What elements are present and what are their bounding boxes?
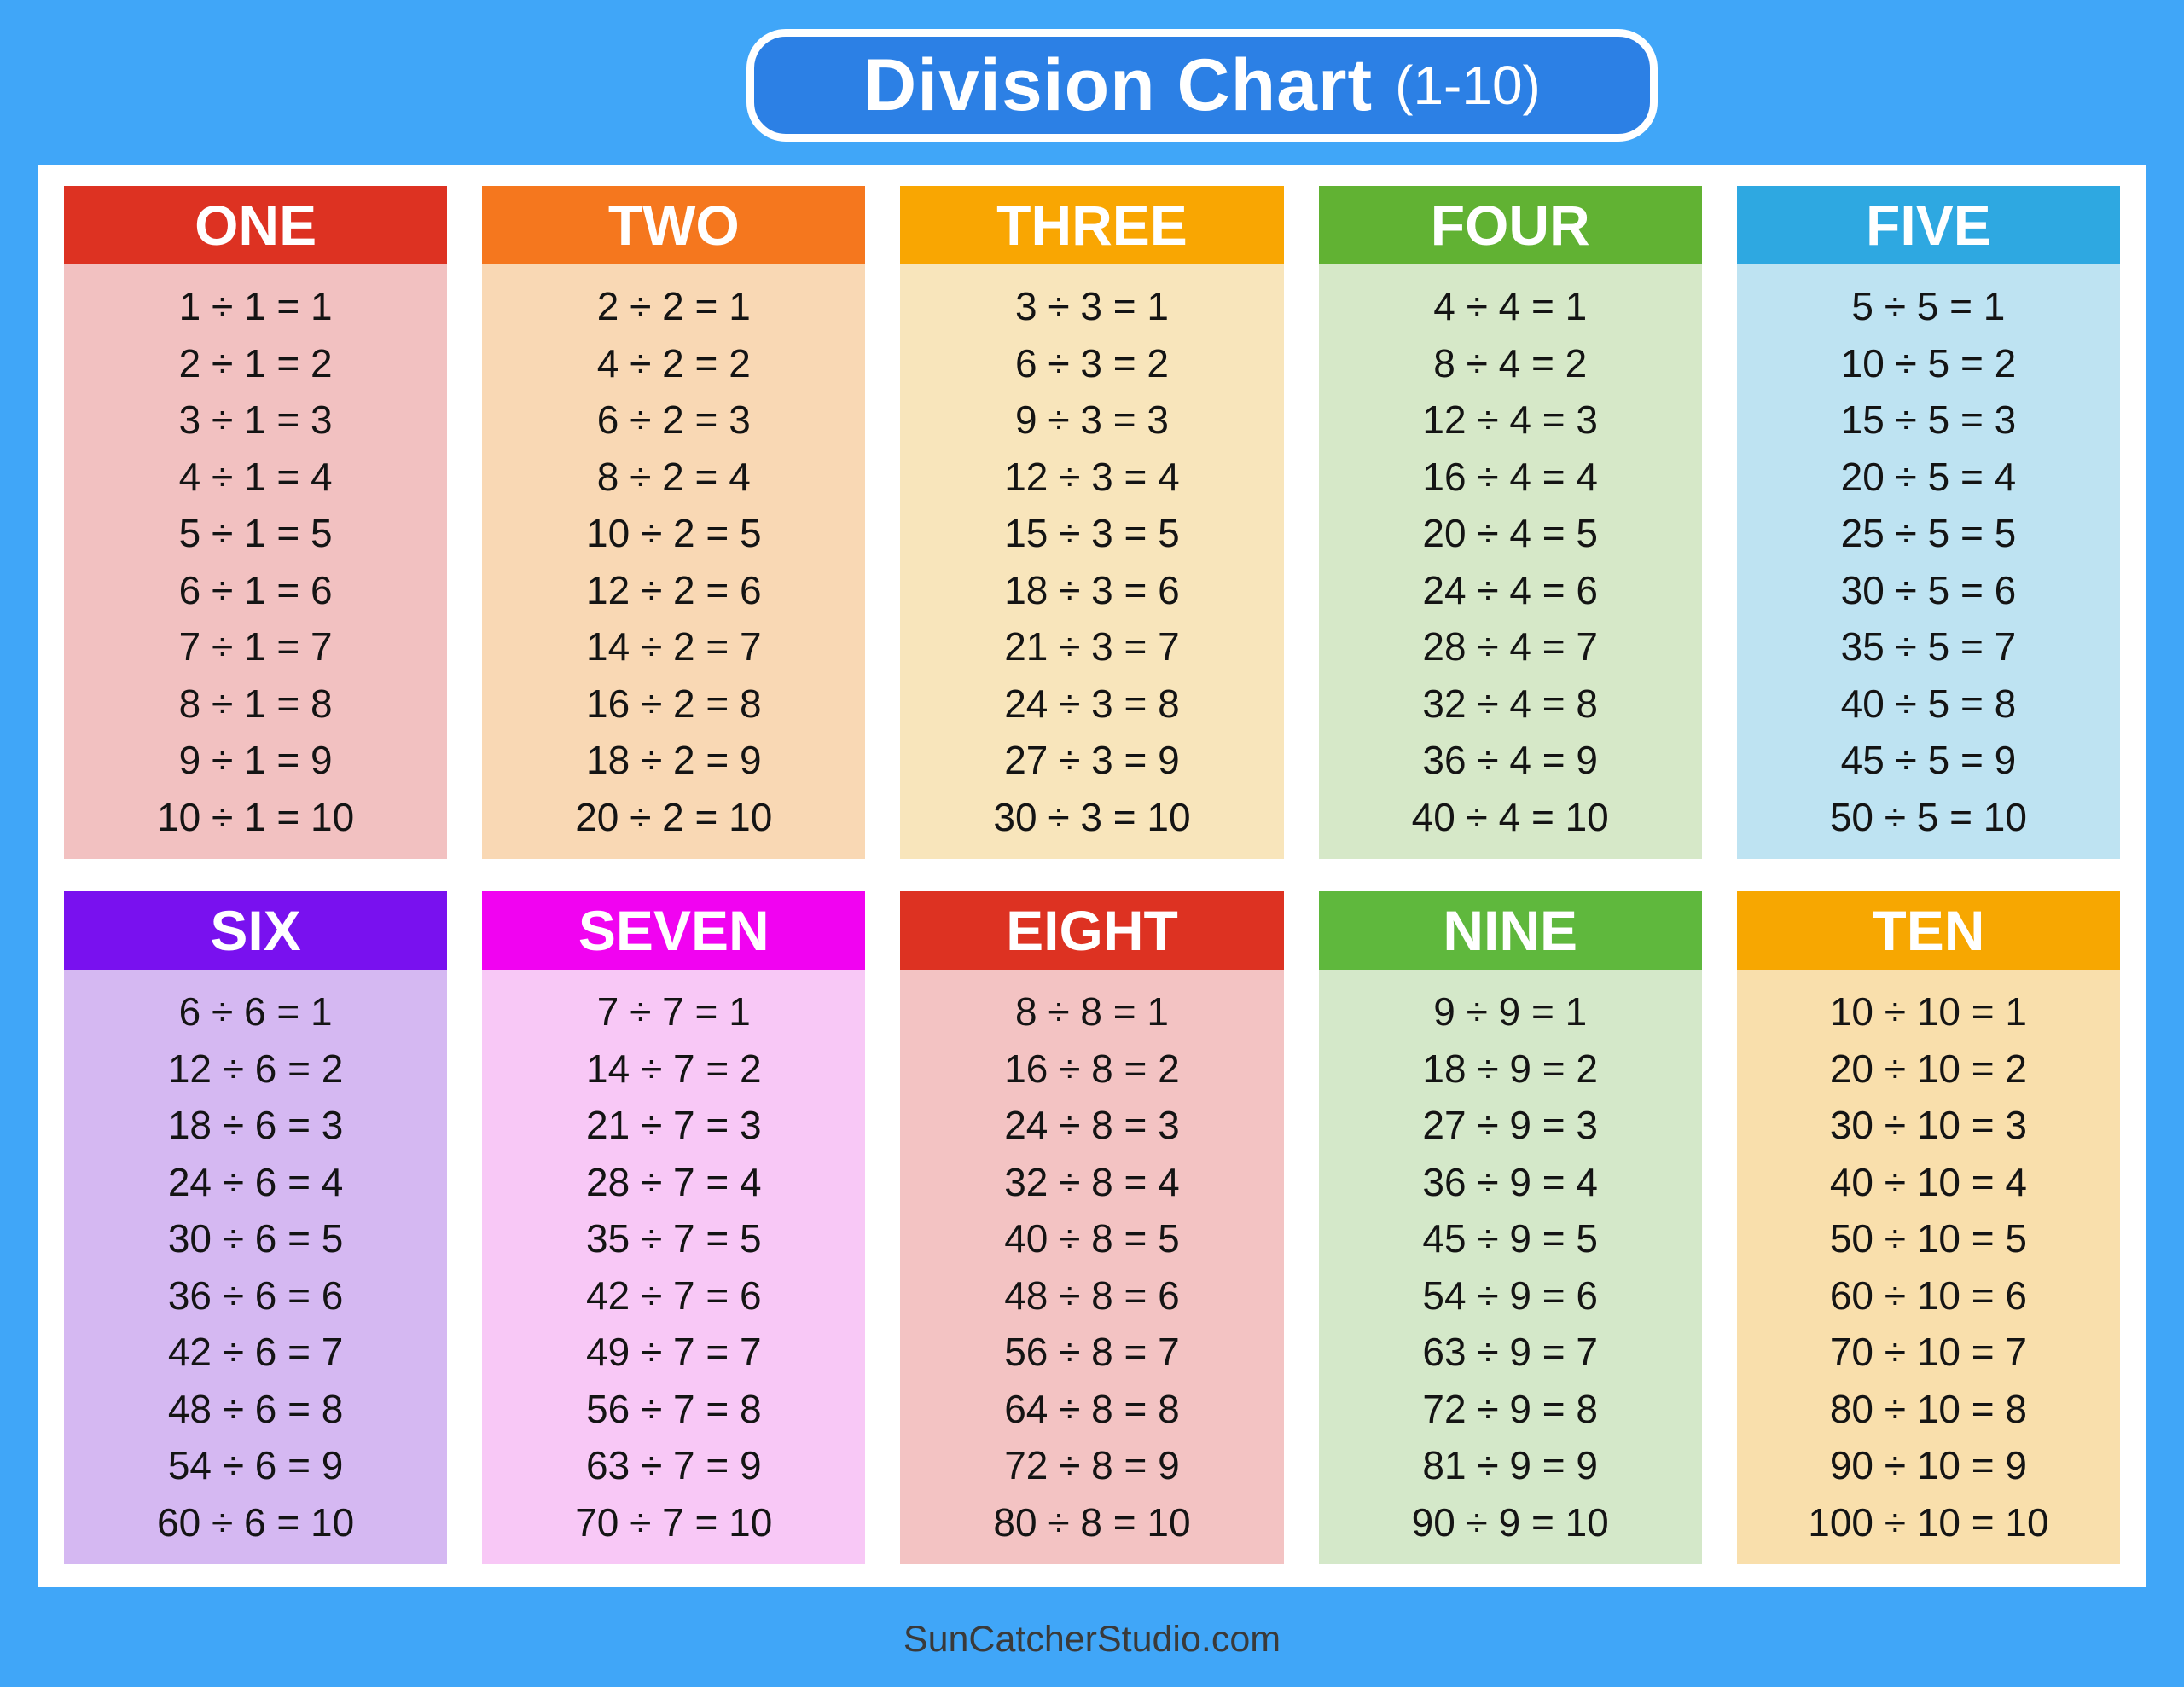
division-column-eight bbox=[900, 891, 1283, 1564]
equation: 48 ÷ 6 = 8 bbox=[167, 1386, 344, 1431]
equation: 30 ÷ 10 = 3 bbox=[1829, 1103, 2027, 1148]
column-body bbox=[900, 970, 1283, 1564]
equation: 18 ÷ 2 = 9 bbox=[586, 738, 762, 783]
equation: 40 ÷ 5 = 8 bbox=[1840, 681, 2017, 726]
equation: 4 ÷ 2 = 2 bbox=[596, 340, 751, 386]
division-column-seven bbox=[482, 891, 865, 1564]
equation: 36 ÷ 4 = 9 bbox=[1422, 738, 1598, 783]
equation: 21 ÷ 3 = 7 bbox=[1004, 624, 1180, 670]
column-header-seven: SEVEN bbox=[482, 891, 865, 970]
equation: 20 ÷ 10 = 2 bbox=[1829, 1046, 2027, 1091]
equation: 90 ÷ 10 = 9 bbox=[1829, 1443, 2027, 1488]
equation: 16 ÷ 2 = 8 bbox=[586, 681, 762, 726]
equation: 6 ÷ 3 = 2 bbox=[1015, 340, 1169, 386]
column-header-three: THREE bbox=[900, 186, 1283, 264]
equation: 20 ÷ 2 = 10 bbox=[575, 794, 773, 839]
equation: 30 ÷ 3 = 10 bbox=[993, 794, 1191, 839]
equation: 42 ÷ 6 = 7 bbox=[167, 1330, 344, 1375]
equation: 21 ÷ 7 = 3 bbox=[586, 1103, 762, 1148]
equation: 10 ÷ 10 = 1 bbox=[1829, 989, 2027, 1035]
equation: 50 ÷ 10 = 5 bbox=[1829, 1216, 2027, 1261]
equation: 64 ÷ 8 = 8 bbox=[1004, 1386, 1180, 1431]
equation: 14 ÷ 2 = 7 bbox=[586, 624, 762, 670]
column-body bbox=[900, 264, 1283, 859]
division-column-five bbox=[1737, 186, 2120, 859]
equation: 42 ÷ 7 = 6 bbox=[586, 1272, 762, 1318]
equation: 16 ÷ 8 = 2 bbox=[1004, 1046, 1180, 1091]
equation: 8 ÷ 2 = 4 bbox=[596, 454, 751, 499]
column-body bbox=[482, 264, 865, 859]
equation: 24 ÷ 8 = 3 bbox=[1004, 1103, 1180, 1148]
equation: 32 ÷ 8 = 4 bbox=[1004, 1159, 1180, 1204]
equation: 35 ÷ 5 = 7 bbox=[1840, 624, 2017, 670]
equation: 8 ÷ 8 = 1 bbox=[1015, 989, 1169, 1035]
equation: 56 ÷ 8 = 7 bbox=[1004, 1330, 1180, 1375]
equation: 49 ÷ 7 = 7 bbox=[586, 1330, 762, 1375]
equation: 28 ÷ 7 = 4 bbox=[586, 1159, 762, 1204]
equation: 45 ÷ 5 = 9 bbox=[1840, 738, 2017, 783]
equation: 4 ÷ 4 = 1 bbox=[1433, 284, 1588, 329]
column-body bbox=[1737, 970, 2120, 1564]
equation: 15 ÷ 3 = 5 bbox=[1004, 511, 1180, 556]
equation: 70 ÷ 7 = 10 bbox=[575, 1499, 773, 1545]
equation: 54 ÷ 6 = 9 bbox=[167, 1443, 344, 1488]
equation: 35 ÷ 7 = 5 bbox=[586, 1216, 762, 1261]
equation: 45 ÷ 9 = 5 bbox=[1422, 1216, 1598, 1261]
equation: 12 ÷ 3 = 4 bbox=[1004, 454, 1180, 499]
equation: 12 ÷ 4 = 3 bbox=[1422, 397, 1598, 443]
equation: 54 ÷ 9 = 6 bbox=[1422, 1272, 1598, 1318]
equation: 9 ÷ 9 = 1 bbox=[1433, 989, 1588, 1035]
equation: 32 ÷ 4 = 8 bbox=[1422, 681, 1598, 726]
equation: 50 ÷ 5 = 10 bbox=[1829, 794, 2027, 839]
equation: 36 ÷ 6 = 6 bbox=[167, 1272, 344, 1318]
footer-credit: SunCatcherStudio.com bbox=[903, 1619, 1281, 1660]
division-column-four bbox=[1319, 186, 1702, 859]
equation: 60 ÷ 6 = 10 bbox=[157, 1499, 355, 1545]
column-header-five: FIVE bbox=[1737, 186, 2120, 264]
equation: 3 ÷ 3 = 1 bbox=[1015, 284, 1169, 329]
equation: 40 ÷ 4 = 10 bbox=[1411, 794, 1609, 839]
equation: 100 ÷ 10 = 10 bbox=[1808, 1499, 2049, 1545]
equation: 48 ÷ 8 = 6 bbox=[1004, 1272, 1180, 1318]
division-column-nine bbox=[1319, 891, 1702, 1564]
equation: 30 ÷ 6 = 5 bbox=[167, 1216, 344, 1261]
column-header-eight: EIGHT bbox=[900, 891, 1283, 970]
column-body bbox=[64, 970, 447, 1564]
column-body bbox=[1319, 264, 1702, 859]
equation: 27 ÷ 3 = 9 bbox=[1004, 738, 1180, 783]
column-body bbox=[64, 264, 447, 859]
equation: 24 ÷ 4 = 6 bbox=[1422, 567, 1598, 612]
equation: 20 ÷ 5 = 4 bbox=[1840, 454, 2017, 499]
equation: 8 ÷ 4 = 2 bbox=[1433, 340, 1588, 386]
title-box bbox=[746, 29, 1658, 142]
equation: 2 ÷ 2 = 1 bbox=[596, 284, 751, 329]
column-body bbox=[1319, 970, 1702, 1564]
equation: 10 ÷ 2 = 5 bbox=[586, 511, 762, 556]
equation: 5 ÷ 5 = 1 bbox=[1851, 284, 2006, 329]
equation: 15 ÷ 5 = 3 bbox=[1840, 397, 2017, 443]
column-header-four: FOUR bbox=[1319, 186, 1702, 264]
equation: 40 ÷ 8 = 5 bbox=[1004, 1216, 1180, 1261]
equation: 63 ÷ 9 = 7 bbox=[1422, 1330, 1598, 1375]
equation: 70 ÷ 10 = 7 bbox=[1829, 1330, 2027, 1375]
column-body bbox=[1737, 264, 2120, 859]
equation: 24 ÷ 6 = 4 bbox=[167, 1159, 344, 1204]
page-title-range: (1-10) bbox=[1395, 55, 1541, 116]
division-column-one bbox=[64, 186, 447, 859]
column-header-six: SIX bbox=[64, 891, 447, 970]
division-column-three bbox=[900, 186, 1283, 859]
equation: 3 ÷ 1 = 3 bbox=[178, 397, 333, 443]
equation: 9 ÷ 1 = 9 bbox=[178, 738, 333, 783]
equation: 80 ÷ 8 = 10 bbox=[993, 1499, 1191, 1545]
division-column-ten bbox=[1737, 891, 2120, 1564]
chart-panel bbox=[38, 165, 2146, 1587]
equation: 5 ÷ 1 = 5 bbox=[178, 511, 333, 556]
equation: 7 ÷ 1 = 7 bbox=[178, 624, 333, 670]
equation: 7 ÷ 7 = 1 bbox=[596, 989, 751, 1035]
equation: 2 ÷ 1 = 2 bbox=[178, 340, 333, 386]
equation: 18 ÷ 6 = 3 bbox=[167, 1103, 344, 1148]
equation: 12 ÷ 6 = 2 bbox=[167, 1046, 344, 1091]
equation: 16 ÷ 4 = 4 bbox=[1422, 454, 1598, 499]
equation: 6 ÷ 2 = 3 bbox=[596, 397, 751, 443]
equation: 20 ÷ 4 = 5 bbox=[1422, 511, 1598, 556]
equation: 25 ÷ 5 = 5 bbox=[1840, 511, 2017, 556]
column-header-two: TWO bbox=[482, 186, 865, 264]
equation: 6 ÷ 1 = 6 bbox=[178, 567, 333, 612]
equation: 63 ÷ 7 = 9 bbox=[586, 1443, 762, 1488]
equation: 8 ÷ 1 = 8 bbox=[178, 681, 333, 726]
equation: 9 ÷ 3 = 3 bbox=[1015, 397, 1169, 443]
equation: 18 ÷ 9 = 2 bbox=[1422, 1046, 1598, 1091]
equation: 72 ÷ 9 = 8 bbox=[1422, 1386, 1598, 1431]
equation: 90 ÷ 9 = 10 bbox=[1411, 1499, 1609, 1545]
equation: 56 ÷ 7 = 8 bbox=[586, 1386, 762, 1431]
equation: 18 ÷ 3 = 6 bbox=[1004, 567, 1180, 612]
equation: 28 ÷ 4 = 7 bbox=[1422, 624, 1598, 670]
equation: 81 ÷ 9 = 9 bbox=[1422, 1443, 1598, 1488]
equation: 72 ÷ 8 = 9 bbox=[1004, 1443, 1180, 1488]
equation: 6 ÷ 6 = 1 bbox=[178, 989, 333, 1035]
equation: 1 ÷ 1 = 1 bbox=[178, 284, 333, 329]
column-header-one: ONE bbox=[64, 186, 447, 264]
equation: 36 ÷ 9 = 4 bbox=[1422, 1159, 1598, 1204]
equation: 10 ÷ 1 = 10 bbox=[157, 794, 355, 839]
columns-grid bbox=[64, 186, 2120, 1564]
column-header-nine: NINE bbox=[1319, 891, 1702, 970]
equation: 27 ÷ 9 = 3 bbox=[1422, 1103, 1598, 1148]
equation: 4 ÷ 1 = 4 bbox=[178, 454, 333, 499]
equation: 30 ÷ 5 = 6 bbox=[1840, 567, 2017, 612]
equation: 14 ÷ 7 = 2 bbox=[586, 1046, 762, 1091]
page-title: Division Chart bbox=[863, 43, 1374, 126]
division-column-two bbox=[482, 186, 865, 859]
equation: 12 ÷ 2 = 6 bbox=[586, 567, 762, 612]
column-body bbox=[482, 970, 865, 1564]
division-column-six bbox=[64, 891, 447, 1564]
equation: 40 ÷ 10 = 4 bbox=[1829, 1159, 2027, 1204]
equation: 60 ÷ 10 = 6 bbox=[1829, 1272, 2027, 1318]
equation: 10 ÷ 5 = 2 bbox=[1840, 340, 2017, 386]
equation: 24 ÷ 3 = 8 bbox=[1004, 681, 1180, 726]
column-header-ten: TEN bbox=[1737, 891, 2120, 970]
equation: 80 ÷ 10 = 8 bbox=[1829, 1386, 2027, 1431]
